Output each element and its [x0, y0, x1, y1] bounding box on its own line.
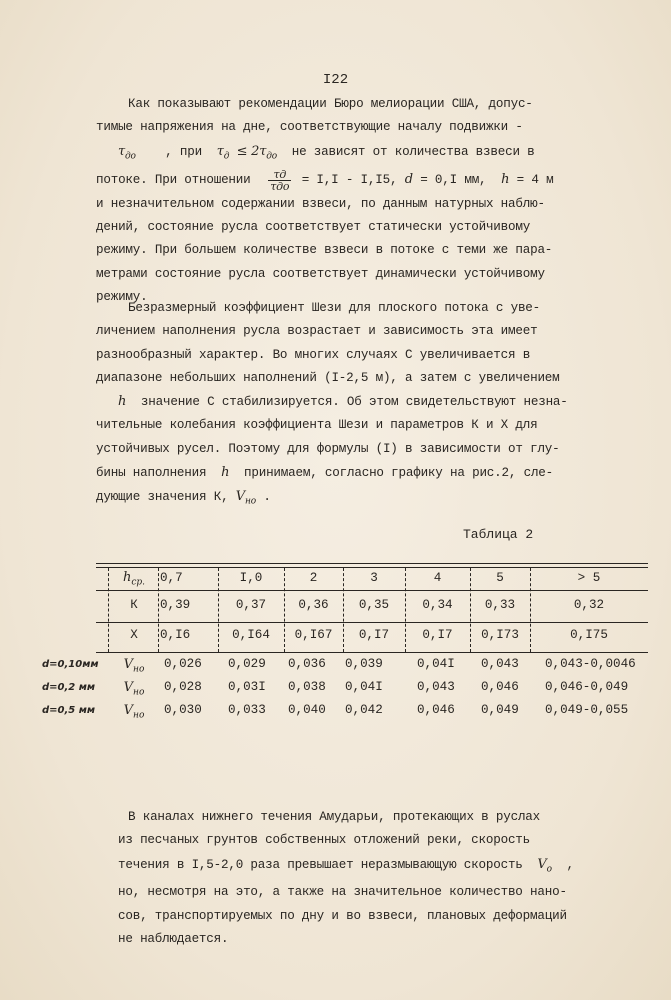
table-cell: 0,042: [345, 703, 383, 717]
table-cell: 0,I64: [232, 628, 270, 642]
table-cell: 0,32: [573, 598, 605, 612]
table-cell: 0,049-0,055: [545, 703, 629, 717]
text-fragment: потоке. При отношении: [96, 173, 251, 188]
text-line: личением наполнения русла возрастает и зависимость эта имеет: [96, 324, 538, 339]
row-label-k: К: [130, 598, 138, 612]
text-line: чительные колебания коэффициента Шези и параметров К и Х для: [96, 418, 538, 433]
text-fragment: = 0,I мм,: [420, 173, 487, 188]
h-symbol: h: [501, 172, 510, 188]
table-cell: 0,I7: [422, 628, 453, 642]
table-cell: 0,046: [417, 703, 455, 717]
text-fragment: принимаем, согласно графику на рис.2, сле-: [244, 466, 554, 481]
table-cell: 0,043: [417, 680, 455, 694]
h-subscript: ср.: [131, 577, 146, 588]
row-label-d: d=0,5 мм: [42, 705, 96, 716]
text-line: из песчаных грунтов собственных отложений реки, скорость: [118, 833, 531, 848]
table-cell: 0,33: [484, 598, 516, 612]
table-cell: 0,I6: [160, 628, 191, 642]
table-rule: [96, 563, 648, 564]
table-cell: 0,37: [235, 598, 267, 612]
text-line: [96, 390, 648, 414]
fraction-denominator: τдо: [270, 179, 290, 193]
v-subscript: но: [133, 710, 145, 721]
table-cell: 0,039: [345, 657, 383, 671]
v-symbol: V: [123, 657, 134, 672]
text-line: тимые напряжения на дне, соответствующие началу подвижки -: [96, 120, 523, 135]
text-line: [96, 853, 648, 882]
text-line: разнообразный характер. Во многих случаях С увеличивается в: [96, 347, 531, 362]
table-header-cell: > 5: [577, 571, 601, 585]
table-caption: Таблица 2: [463, 527, 534, 542]
text-line: Как показывают рекомендации Бюро мелиорации США, допус-: [128, 97, 533, 111]
row-label-v: [110, 680, 158, 698]
table-cell: 0,043-0,0046: [545, 657, 636, 671]
d-symbol: d: [404, 172, 413, 188]
tau-subscript: до: [266, 151, 277, 162]
table-header-cell: I,0: [239, 571, 263, 585]
table-rule: [96, 567, 648, 568]
table-cell: 0,046: [481, 680, 519, 694]
table-header-cell: 3: [370, 571, 378, 585]
row-label-d: d=0,2 мм: [42, 682, 96, 693]
text-line: устойчивых русел. Поэтому для формулы (I) в зависимости от глу-: [96, 441, 560, 456]
text-line: В каналах нижнего течения Амударьи, протекающих в руслах: [128, 810, 541, 824]
table-cell: 0,I73: [481, 628, 519, 642]
tau-symbol: τ: [118, 143, 125, 159]
tau-symbol: τ: [216, 143, 224, 159]
table-cell: 0,028: [164, 680, 202, 694]
v-symbol: V: [123, 680, 134, 695]
table-header-cell: 5: [496, 571, 504, 585]
v-subscript: но: [133, 687, 145, 698]
text-fragment: значение С стабилизируется. Об этом свидетельствуют незна-: [140, 395, 568, 410]
text-fragment: ,: [566, 857, 574, 872]
row-label-x: Х: [130, 628, 138, 642]
table-cell: 0,038: [288, 680, 326, 694]
row-label-v: [110, 703, 158, 721]
table-header-cell: 4: [433, 571, 442, 585]
column-divider: [158, 568, 159, 652]
tau-symbol: τ: [259, 143, 267, 159]
row-label-v: [110, 657, 158, 675]
table-rule: [96, 652, 648, 653]
text-line: и незначительном содержании взвеси, по данным натурных наблю-: [96, 196, 545, 211]
v-subscript: но: [133, 664, 145, 675]
v-subscript: о: [546, 864, 552, 875]
text-fragment: не зависят от количества взвеси в: [291, 144, 535, 159]
table-cell: 0,029: [228, 657, 266, 671]
page-number: I22: [322, 72, 349, 88]
v-symbol: V: [235, 489, 245, 505]
table-cell: 0,34: [422, 598, 453, 612]
table-rule: [96, 622, 648, 623]
text-line: [96, 140, 648, 169]
tau-ratio-fraction: [268, 169, 291, 192]
text-line: [96, 461, 648, 485]
table-cell: 0,36: [298, 598, 329, 612]
table-cell: 0,033: [228, 703, 266, 717]
text-line: не наблюдается.: [118, 932, 229, 946]
text-fragment: .: [263, 490, 271, 505]
text-line: [96, 168, 648, 192]
fraction-numerator: τд: [268, 169, 291, 181]
column-divider: [108, 568, 109, 652]
text-fragment: бины наполнения: [96, 466, 207, 481]
table-rule: [96, 590, 648, 591]
text-fragment: , при: [165, 144, 202, 159]
text-line: Безразмерный коэффициент Шези для плоского потока с уве-: [128, 301, 541, 315]
table-header-cell: 2: [309, 571, 318, 585]
text-line: диапазоне небольших наполнений (I-2,5 м), а затем с увеличением: [96, 370, 560, 385]
text-line: сов, транспортируемых по дну и во взвеси, плановых деформаций: [118, 908, 567, 923]
tau-subscript: до: [125, 151, 136, 162]
text-fragment: дующие значения К,: [96, 490, 229, 505]
text-fragment: = I,I - I,I5,: [301, 173, 398, 188]
table-cell: 0,040: [288, 703, 326, 717]
text-line: [96, 485, 648, 514]
text-line: режиму.: [96, 289, 148, 304]
row-label-d: d=0,10мм: [42, 659, 99, 670]
table-cell: 0,35: [358, 598, 390, 612]
v-symbol: V: [123, 703, 134, 718]
table-cell: 0,04I: [345, 680, 383, 694]
table-cell: 0,I75: [570, 628, 608, 642]
v-symbol: V: [537, 856, 547, 872]
table-cell: 0,I67: [294, 628, 333, 642]
table-cell: 0,049: [481, 703, 519, 717]
h-symbol: h: [221, 465, 230, 481]
paragraph-2: [96, 297, 648, 514]
table-cell: 0,I7: [358, 628, 390, 642]
v-subscript: но: [245, 496, 256, 507]
table-cell: 0,026: [164, 657, 202, 671]
table-cell: 0,39: [160, 598, 191, 612]
text-fragment: течения в I,5-2,0 раза превышает неразмывающую скорость: [118, 857, 523, 872]
table-cell: 0,030: [164, 703, 202, 717]
paragraph-3: [96, 806, 648, 951]
text-fragment: = 4 м: [516, 173, 554, 188]
table-cell: 0,04I: [417, 657, 455, 671]
table-cell: 0,036: [288, 657, 326, 671]
text-line: метрами состояние русла соответствует динамически устойчивому: [96, 266, 545, 281]
h-symbol: h: [122, 570, 132, 585]
h-symbol: h: [118, 394, 127, 410]
table-cell: 0,03I: [228, 680, 266, 694]
text-line: но, несмотря на это, а также на значительное количество нано-: [118, 885, 567, 900]
inequality: ≤ 2: [236, 143, 260, 159]
text-line: дений, состояние русла соответствует статически устойчивому: [96, 220, 531, 234]
table-header-label: [110, 570, 158, 588]
table-cell: 0,043: [481, 657, 519, 671]
paragraph-1: [96, 93, 648, 309]
text-line: режиму. При большем количестве взвеси в потоке с теми же пара-: [96, 243, 553, 258]
table-header-cell: 0,7: [160, 571, 183, 585]
table-cell: 0,046-0,049: [545, 680, 629, 694]
tau-subscript: д: [223, 151, 230, 162]
